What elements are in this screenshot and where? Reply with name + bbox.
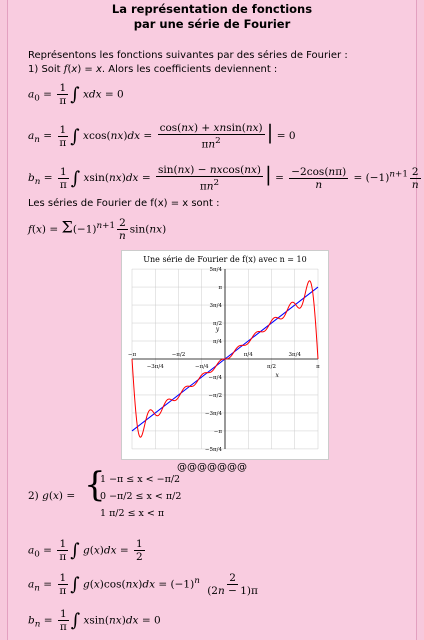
x-tick-label: 3π/4 [288,352,301,358]
x-tick-label: −π [127,352,137,358]
document-page [7,0,417,640]
chart-svg [122,251,328,459]
page-title [8,0,416,32]
x-tick-label: −3π/4 [146,364,164,370]
bn-equation: $b_n$ = $\frac{1}{\pi}$ ∫ xsin(nx)dx = $\frac{\sin(nx) - nxcos(nx)}{\pi n^2}$ | = $\frac{-2\cos(n\pi)}{n}$ = $(-1)^{n+1}$ $\frac{2}{n}$ [28,162,419,193]
y-tick-label: π/4 [213,339,222,346]
a0-equation: $a_0$ = $\frac{1}{\pi}$ ∫ xdx = 0 [28,82,124,107]
y-tick-label: 3π/4 [209,303,222,310]
item-2-label: 2) g(x) = [28,490,76,502]
y-tick-label: π/2 [213,321,222,328]
title-line-2: par une série de Fourier [133,17,291,31]
title-line-1: La représentation de fonctions [111,2,313,16]
fourier-chart [121,250,329,460]
y-tick-label: −π [213,428,222,435]
series-label: Les séries de Fourier de f(x) = x sont : [28,198,220,209]
separator: @@@@@@@ [177,462,247,473]
case-3: 1 π/2 ≤ x < π [100,508,165,519]
y-axis-label: y [215,326,220,334]
x-tick-label: π/4 [243,352,253,358]
a0-g-equation: $a_0$ = $\frac{1}{\pi}$ ∫ g(x)dx = $\frac{1}{2}$ [28,538,143,563]
x-tick-label: π/2 [267,364,276,370]
x-tick-label: −π/4 [194,364,209,370]
chart-title: Une série de Fourier de f(x) avec n = 10 [143,255,307,264]
case-2: 0 −π/2 ≤ x < π/2 [100,491,182,502]
y-tick-label: π [218,285,222,292]
y-tick-label: −5π/4 [204,446,222,453]
intro-text: Représentons les fonctions suivantes par des séries de Fourier : [28,50,348,61]
an-g-equation: $a_n$ = $\frac{1}{\pi}$ ∫ $g(x)\cos(nx)dx = (-1)^n$ $\frac{2}{(2n - 1)\pi}$ [28,572,258,597]
an-equation: $a_n$ = $\frac{1}{\pi}$ ∫ xcos(nx)dx = $\frac{\cos(nx) + xnsin(nx)}{\pi n^2}$ | = 0 [28,120,296,151]
y-tick-label: −π/4 [208,374,222,381]
x-tick-label: −π/2 [171,352,186,358]
y-tick-label: −3π/4 [204,410,222,417]
cases-brace: { [84,465,106,505]
y-tick-label: 5π/4 [209,267,222,274]
bn-g-equation: $b_n$ = $\frac{1}{\pi}$ ∫ xsin(nx)dx = 0 [28,608,161,633]
x-tick-label: π [316,364,320,370]
x-axis-label: x [275,372,279,379]
case-1: 1 −π ≤ x < −π/2 [100,474,181,485]
y-tick-label: −π/2 [208,392,222,399]
item-1-text: 1) Soit f(x) = x. Alors les coefficients deviennent : [28,64,278,75]
series-equation: $f(x) = \Sigma(-1)^{n+1}$ $\frac{2}{n}$ sin(nx) [28,217,167,242]
